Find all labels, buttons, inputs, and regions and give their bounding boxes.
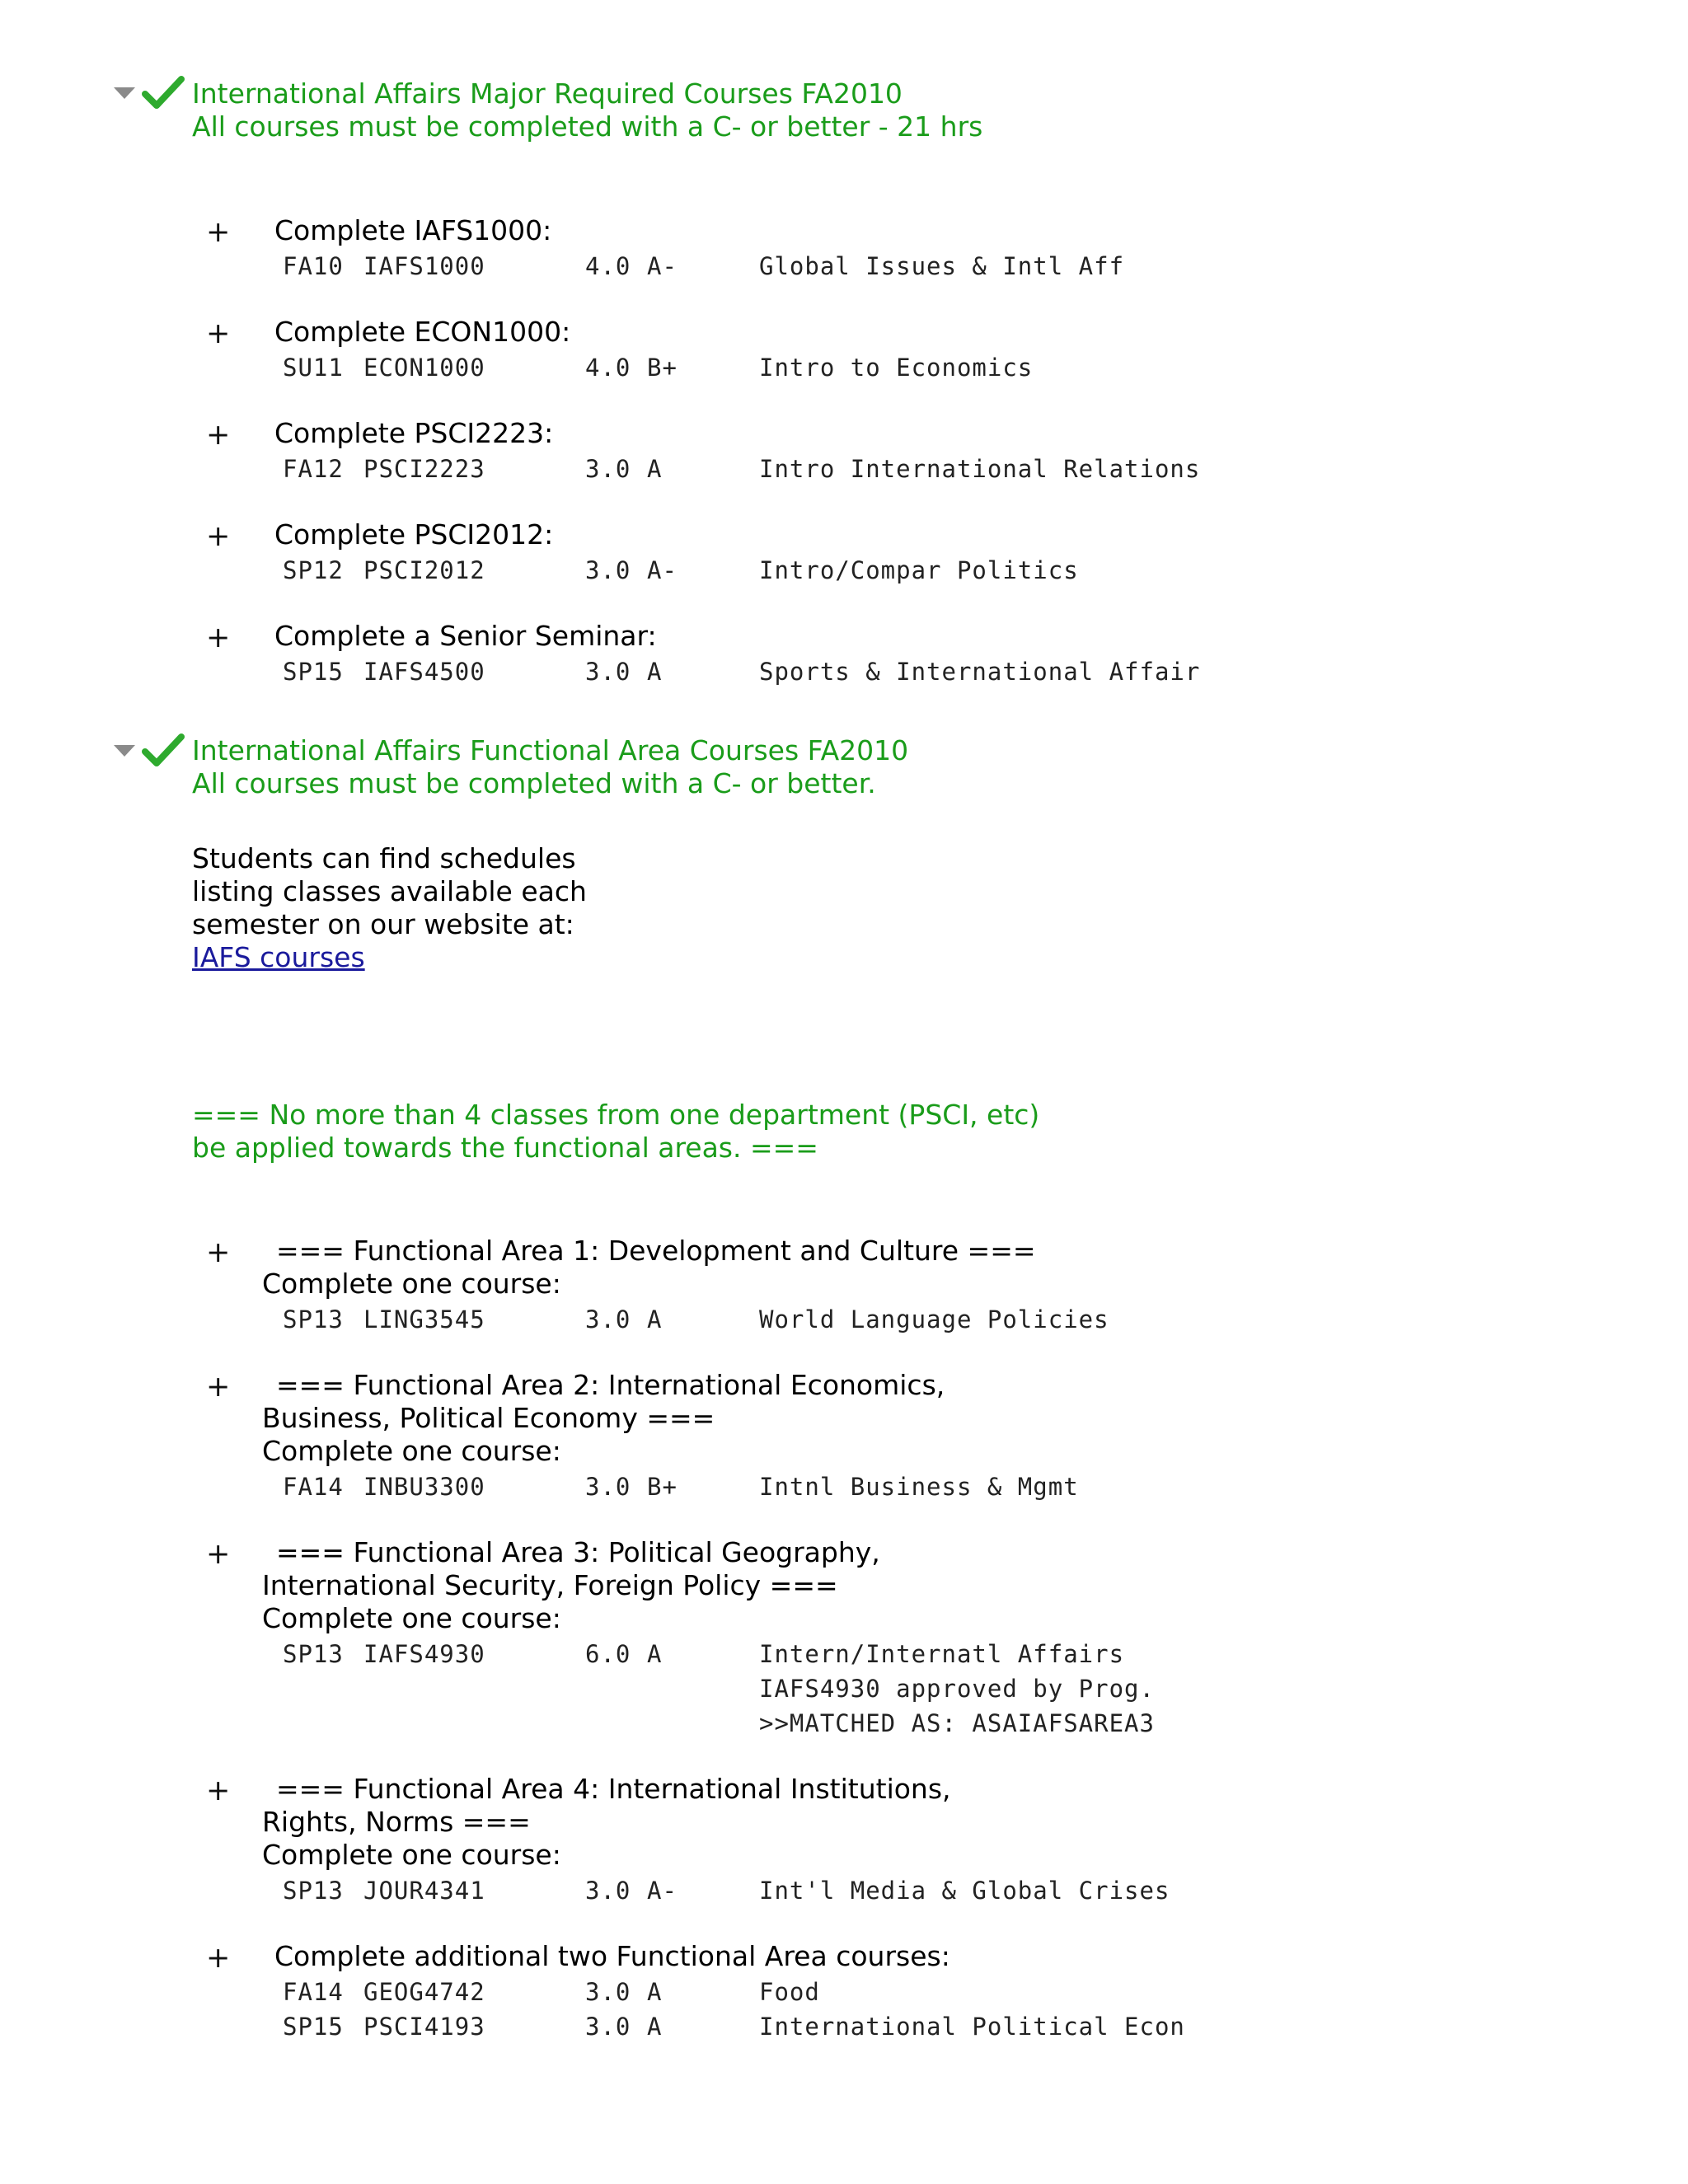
collapse-triangle-icon[interactable]: [114, 87, 135, 99]
course-term: SP13: [283, 1305, 344, 1333]
requirement-instruction: Complete one course:: [262, 1268, 561, 1300]
course-credits: 3.0: [585, 455, 631, 483]
info-text-line: semester on our website at:: [192, 908, 574, 940]
course-title: Intro International Relations: [759, 455, 1201, 483]
course-credits: 3.0: [585, 1877, 631, 1905]
expand-plus-icon[interactable]: +: [206, 419, 231, 452]
course-title: Food: [759, 1978, 820, 2006]
expand-plus-icon[interactable]: +: [206, 317, 231, 350]
course-code: GEOG4742: [363, 1978, 485, 2006]
course-credits: 3.0: [585, 1978, 631, 2006]
iafs-courses-link[interactable]: IAFS courses: [192, 941, 365, 973]
section-title: International Affairs Functional Area Courses FA2010: [192, 734, 909, 766]
course-grade: A: [647, 1978, 663, 2006]
requirement-label: === Functional Area 1: Development and Culture ===: [276, 1235, 1036, 1267]
course-grade: A-: [647, 1877, 678, 1905]
course-code: IAFS4930: [363, 1640, 485, 1668]
requirement-label-continued: Business, Political Economy ===: [262, 1402, 715, 1434]
course-term: SP13: [283, 1640, 344, 1668]
course-code: INBU3300: [363, 1473, 485, 1501]
expand-plus-icon[interactable]: +: [206, 216, 231, 249]
checkmark-icon: [142, 732, 185, 768]
requirement-label: Complete a Senior Seminar:: [274, 620, 657, 652]
course-grade: A: [647, 455, 663, 483]
course-credits: 4.0: [585, 252, 631, 280]
course-match-note: >>MATCHED AS: ASAIAFSAREA3: [759, 1709, 1155, 1737]
course-grade: A: [647, 1305, 663, 1333]
department-limit-note: === No more than 4 classes from one department (PSCI, etc): [192, 1099, 1040, 1131]
requirement-instruction: Complete one course:: [262, 1435, 561, 1467]
course-term: SP15: [283, 2013, 344, 2041]
requirement-label-continued: Rights, Norms ===: [262, 1806, 531, 1838]
expand-plus-icon[interactable]: +: [206, 1371, 231, 1404]
course-title: International Political Econ: [759, 2013, 1185, 2041]
course-term: FA12: [283, 455, 344, 483]
course-code: PSCI2223: [363, 455, 485, 483]
course-credits: 4.0: [585, 354, 631, 382]
expand-plus-icon[interactable]: +: [206, 1236, 231, 1269]
course-code: IAFS1000: [363, 252, 485, 280]
requirement-instruction: Complete one course:: [262, 1839, 561, 1871]
collapse-triangle-icon[interactable]: [114, 745, 135, 757]
course-grade: B+: [647, 354, 678, 382]
course-credits: 3.0: [585, 556, 631, 584]
requirement-label: === Functional Area 3: Political Geography,: [276, 1536, 880, 1568]
course-code: IAFS4500: [363, 658, 485, 686]
requirement-label: Complete PSCI2012:: [274, 518, 554, 551]
course-grade: A-: [647, 252, 678, 280]
course-title: Sports & International Affair: [759, 658, 1201, 686]
department-limit-note: be applied towards the functional areas. ===: [192, 1132, 818, 1164]
course-title: Intern/Internatl Affairs: [759, 1640, 1125, 1668]
course-title: Intro to Economics: [759, 354, 1034, 382]
expand-plus-icon[interactable]: +: [206, 1942, 231, 1975]
course-term: SU11: [283, 354, 344, 382]
expand-plus-icon[interactable]: +: [206, 1538, 231, 1571]
course-grade: B+: [647, 1473, 678, 1501]
requirement-label: Complete additional two Functional Area courses:: [274, 1940, 950, 1972]
course-title: Intnl Business & Mgmt: [759, 1473, 1079, 1501]
course-credits: 3.0: [585, 658, 631, 686]
course-term: SP15: [283, 658, 344, 686]
expand-plus-icon[interactable]: +: [206, 520, 231, 553]
requirement-label: Complete IAFS1000:: [274, 214, 552, 246]
info-text-line: listing classes available each: [192, 875, 587, 907]
info-text-line: Students can find schedules: [192, 842, 576, 874]
section-title: International Affairs Major Required Courses FA2010: [192, 77, 903, 110]
requirement-instruction: Complete one course:: [262, 1602, 561, 1634]
course-grade: A-: [647, 556, 678, 584]
course-note: IAFS4930 approved by Prog.: [759, 1675, 1155, 1703]
expand-plus-icon[interactable]: +: [206, 1774, 231, 1807]
course-title: Int'l Media & Global Crises: [759, 1877, 1170, 1905]
requirement-label-continued: International Security, Foreign Policy ===: [262, 1569, 838, 1601]
course-grade: A: [647, 2013, 663, 2041]
requirement-label: Complete ECON1000:: [274, 316, 571, 348]
course-credits: 3.0: [585, 1473, 631, 1501]
course-code: JOUR4341: [363, 1877, 485, 1905]
course-grade: A: [647, 1640, 663, 1668]
course-code: LING3545: [363, 1305, 485, 1333]
requirement-label: === Functional Area 2: International Economics,: [276, 1369, 945, 1401]
course-grade: A: [647, 658, 663, 686]
course-credits: 3.0: [585, 2013, 631, 2041]
course-term: SP12: [283, 556, 344, 584]
course-code: ECON1000: [363, 354, 485, 382]
course-credits: 6.0: [585, 1640, 631, 1668]
course-title: World Language Policies: [759, 1305, 1109, 1333]
course-term: FA10: [283, 252, 344, 280]
checkmark-icon: [142, 74, 185, 110]
course-term: SP13: [283, 1877, 344, 1905]
course-term: FA14: [283, 1473, 344, 1501]
course-code: PSCI4193: [363, 2013, 485, 2041]
course-code: PSCI2012: [363, 556, 485, 584]
requirement-label: Complete PSCI2223:: [274, 417, 554, 449]
course-term: FA14: [283, 1978, 344, 2006]
requirement-label: === Functional Area 4: International Institutions,: [276, 1773, 951, 1805]
section-subtitle: All courses must be completed with a C- or better.: [192, 767, 876, 799]
course-title: Intro/Compar Politics: [759, 556, 1079, 584]
expand-plus-icon[interactable]: +: [206, 621, 231, 654]
course-title: Global Issues & Intl Aff: [759, 252, 1125, 280]
section-subtitle: All courses must be completed with a C- or better - 21 hrs: [192, 110, 983, 143]
course-credits: 3.0: [585, 1305, 631, 1333]
